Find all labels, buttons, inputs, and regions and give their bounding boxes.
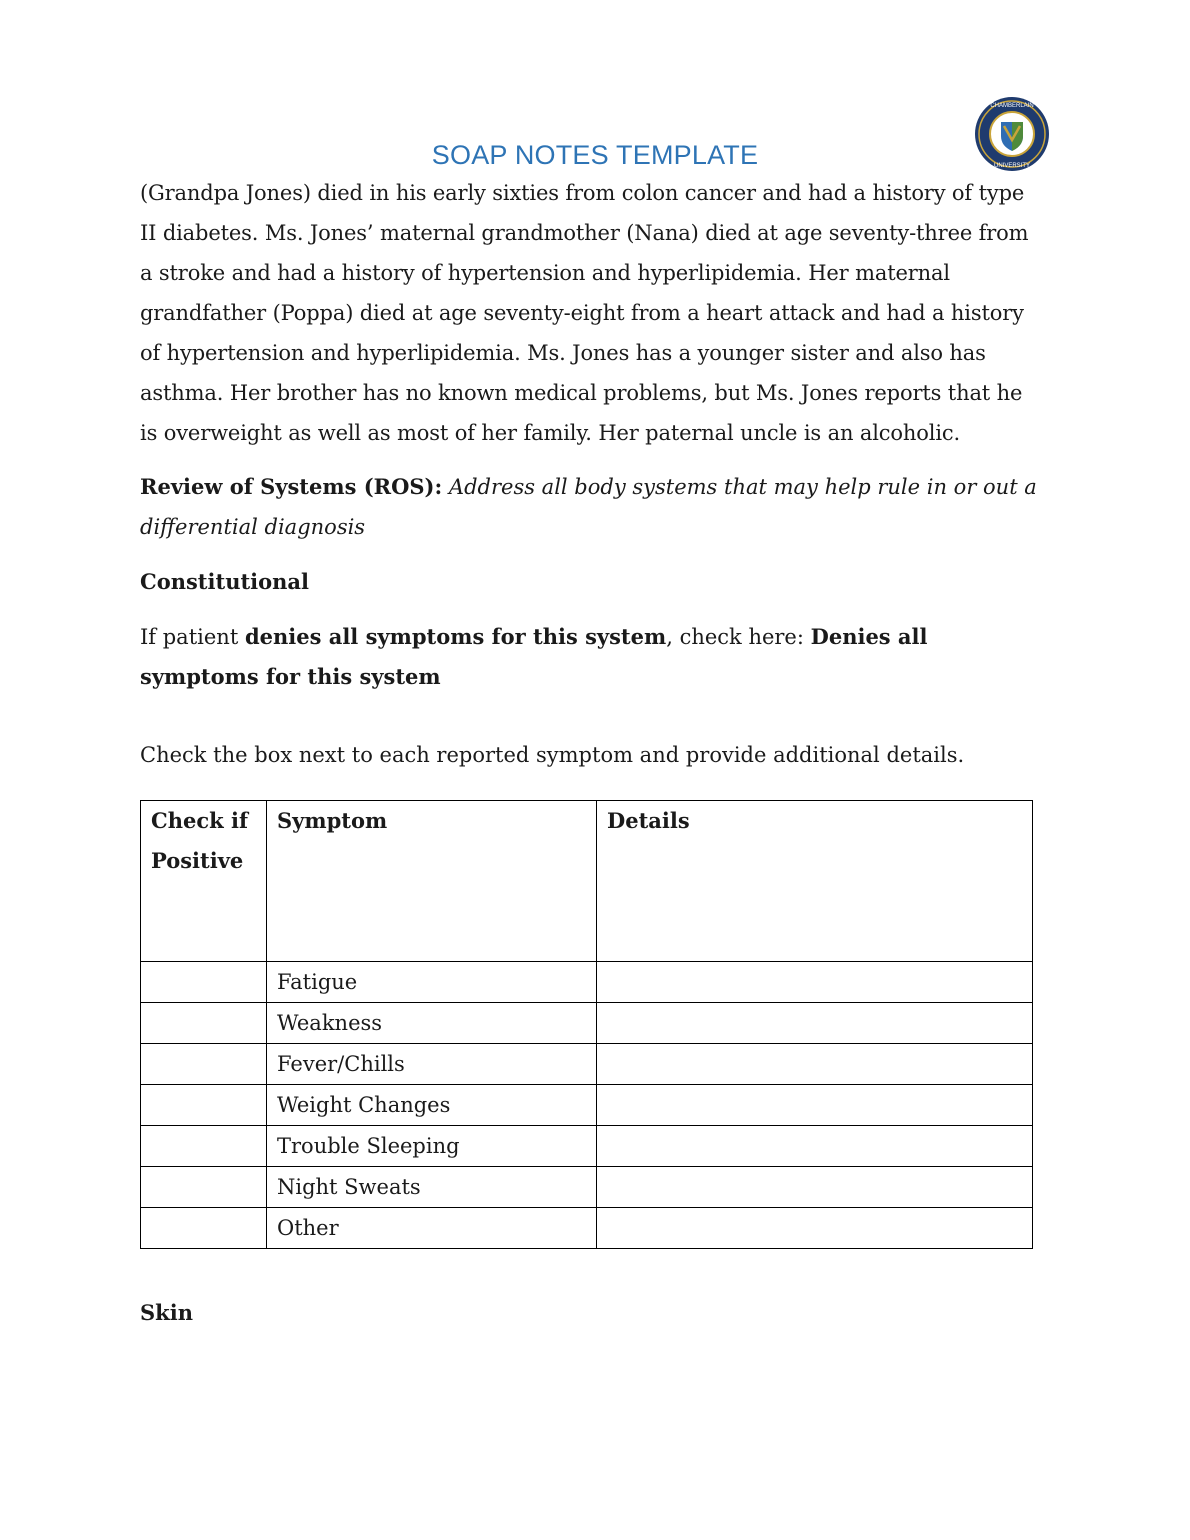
symptom-cell: Night Sweats (267, 1167, 597, 1208)
check-cell-other[interactable] (141, 1208, 267, 1249)
check-cell-weight-changes[interactable] (141, 1085, 267, 1126)
denies-bold-text: denies all symptoms for this system (244, 624, 667, 649)
details-cell[interactable] (597, 1208, 1033, 1249)
table-row (141, 1085, 1033, 1126)
denies-prefix: If patient (140, 625, 245, 649)
ros-label: Review of Systems (ROS): (140, 474, 443, 499)
details-cell[interactable] (597, 1126, 1033, 1167)
symptom-cell: Weight Changes (267, 1085, 597, 1126)
ros-line (140, 467, 1045, 547)
details-cell[interactable] (597, 1003, 1033, 1044)
denies-all-line (140, 617, 1045, 697)
table-row (141, 1126, 1033, 1167)
constitutional-symptom-table (140, 800, 1033, 1249)
denies-all-checkbox-label[interactable]: Denies all symptoms for this system (140, 624, 928, 689)
check-cell-night-sweats[interactable] (141, 1167, 267, 1208)
symptom-cell: Other (267, 1208, 597, 1249)
logo-text-bottom: UNIVERSITY (993, 163, 1031, 169)
header-symptom: Symptom (267, 801, 597, 962)
skin-heading: Skin (140, 1300, 193, 1325)
check-cell-fever-chills[interactable] (141, 1044, 267, 1085)
header-check-if-positive: Check if Positive (141, 801, 267, 962)
university-seal-logo (974, 96, 1050, 172)
details-cell[interactable] (597, 1044, 1033, 1085)
details-cell[interactable] (597, 1167, 1033, 1208)
table-row (141, 1044, 1033, 1085)
table-row (141, 1003, 1033, 1044)
details-cell[interactable] (597, 1085, 1033, 1126)
table-row (141, 1208, 1033, 1249)
denies-middle: , check here: (666, 625, 811, 649)
table-row (141, 1167, 1033, 1208)
constitutional-heading: Constitutional (140, 569, 309, 594)
check-cell-trouble-sleeping[interactable] (141, 1126, 267, 1167)
symptom-cell: Fatigue (267, 962, 597, 1003)
symptom-cell: Trouble Sleeping (267, 1126, 597, 1167)
symptom-cell: Fever/Chills (267, 1044, 597, 1085)
table-header-row (141, 801, 1033, 962)
check-cell-weakness[interactable] (141, 1003, 267, 1044)
page-title: SOAP NOTES TEMPLATE (431, 140, 759, 170)
check-cell-fatigue[interactable] (141, 962, 267, 1003)
ros-description: Address all body systems that may help rule in or out a differential diagnosis (140, 475, 1037, 539)
header-details: Details (597, 801, 1033, 962)
table-row (141, 962, 1033, 1003)
instructions-text: Check the box next to each reported symptom and provide additional details. (140, 743, 965, 767)
family-history-paragraph: (Grandpa Jones) died in his early sixties from colon cancer and had a history of type II diabetes. Ms. Jones’ maternal grandmother (Nana) died at age seventy-three from a stroke and had a history of hypertension and hyperlipidemia. Her maternal grandfather (Poppa) died at age seventy-eight from a heart attack and had a history of hypertension and hyperlipidemia. Ms. Jones has a younger sister and also has asthma. Her brother has no known medical problems, but Ms. Jones reports that he is overweight as well as most of her family. Her paternal uncle is an alcoholic. (140, 181, 1029, 445)
symptom-cell: Weakness (267, 1003, 597, 1044)
document-body (140, 173, 1045, 775)
logo-text-top: CHAMBERLAIN (990, 103, 1034, 109)
details-cell[interactable] (597, 962, 1033, 1003)
